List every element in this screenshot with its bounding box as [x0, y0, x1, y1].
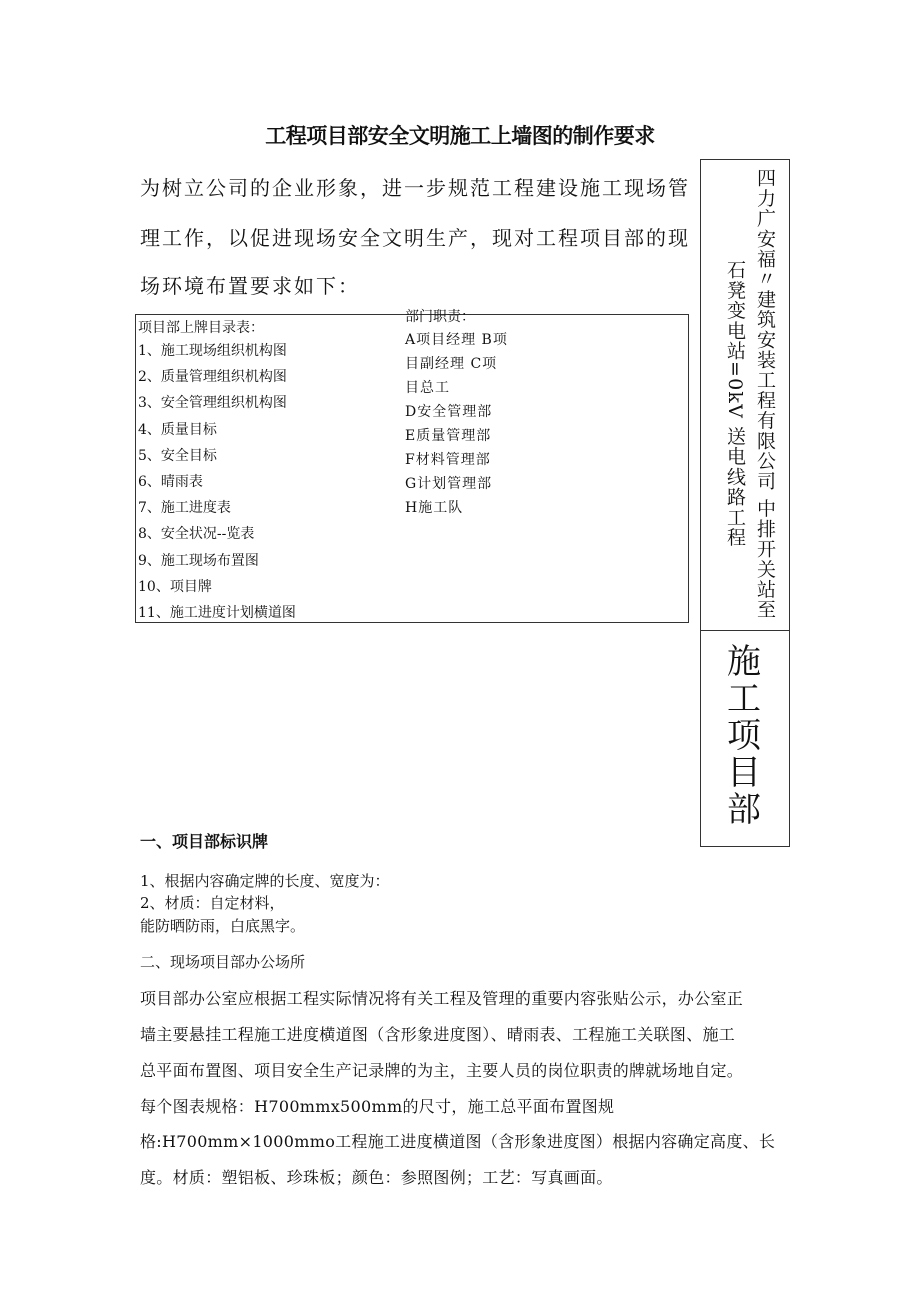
- list-item: 3、安全管理组织机构图: [138, 395, 287, 412]
- intro-line-2: 理工作，以促进现场安全文明生产，现对工程项目部的现: [140, 226, 690, 250]
- big-label-char: 工: [727, 679, 761, 719]
- section-1-heading: 一、项目部标识牌: [140, 832, 269, 851]
- intro-line-3: 场环境布置要求如下：: [140, 274, 360, 298]
- list-item: 10、项目牌: [138, 578, 212, 595]
- section-2-line-6: 度。材质：塑铝板、珍珠板；颜色：参照图例；工艺：写真画面。: [140, 1168, 613, 1187]
- list-item: 11、施工进度计划横道图: [138, 604, 296, 621]
- big-label-char: 施: [727, 642, 761, 682]
- list-item: 目副经理 C项: [405, 356, 498, 372]
- list-item: 2、质量管理组织机构图: [138, 369, 287, 386]
- list-item: 6、晴雨表: [138, 473, 203, 490]
- side-panel-company-text: 四力广安福〃建筑安装工程有限公司 中排开关站至: [754, 168, 776, 620]
- side-panel-big-label: [724, 644, 764, 829]
- list-item: 9、施工现场布置图: [138, 552, 259, 569]
- big-label-char: 部: [727, 790, 761, 830]
- list-item: A项目经理 B项: [405, 332, 508, 348]
- big-label-char: 项: [727, 716, 761, 756]
- directory-heading: 项目部上牌目录表：: [138, 320, 264, 336]
- list-item: 5、安全目标: [138, 447, 217, 464]
- list-item: 目总工: [405, 380, 450, 396]
- section-1-line-1: 1、根据内容确定牌的长度、宽度为：: [140, 872, 390, 890]
- big-label-char: 目: [727, 753, 761, 793]
- page-title: 工程项目部安全文明施工上墙图的制作要求: [265, 124, 655, 148]
- section-2-line-4: 每个图表规格：H700mmx500mm的尺寸，施工总平面布置图规: [140, 1097, 615, 1116]
- list-item: E质量管理部: [405, 428, 492, 444]
- section-2-line-2: 墙主要悬挂工程施工进度横道图（含形象进度图）、晴雨表、工程施工关联图、施工: [140, 1025, 736, 1044]
- directory-list: [138, 340, 296, 628]
- departments-heading: 部门职责：: [405, 309, 475, 325]
- side-panel-project-text: 石凳变电站=0kV 送电线路工程: [724, 260, 746, 548]
- list-item: 7、施工进度表: [138, 500, 231, 517]
- side-panel-divider: [700, 630, 790, 631]
- section-2-line-3: 总平面布置图、项目安全生产记录牌的为主，主要人员的岗位职责的牌就场地自定。: [140, 1061, 744, 1080]
- section-2-line-5: 格:H700mm×1000mmo工程施工进度横道图（含形象进度图）根据内容确定高度、长: [140, 1132, 776, 1151]
- departments-list: [405, 330, 508, 522]
- list-item: D安全管理部: [405, 404, 493, 420]
- list-item: 8、安全状况--览表: [138, 526, 255, 543]
- list-item: G计划管理部: [405, 476, 493, 492]
- section-1-line-2: 2、材质：自定材料，: [140, 894, 285, 912]
- intro-line-1: 为树立公司的企业形象，进一步规范工程建设施工现场管: [140, 176, 690, 200]
- list-item: F材料管理部: [405, 452, 491, 468]
- section-2-heading: 二、现场项目部办公场所: [140, 953, 306, 971]
- list-item: 1、施工现场组织机构图: [138, 343, 287, 359]
- list-item: H施工队: [405, 500, 464, 516]
- section-1-line-3: 能防晒防雨，白底黑字。: [140, 917, 306, 935]
- section-2-line-1: 项目部办公室应根据工程实际情况将有关工程及管理的重要内容张贴公示，办公室正: [140, 989, 744, 1008]
- list-item: 4、质量目标: [138, 421, 217, 438]
